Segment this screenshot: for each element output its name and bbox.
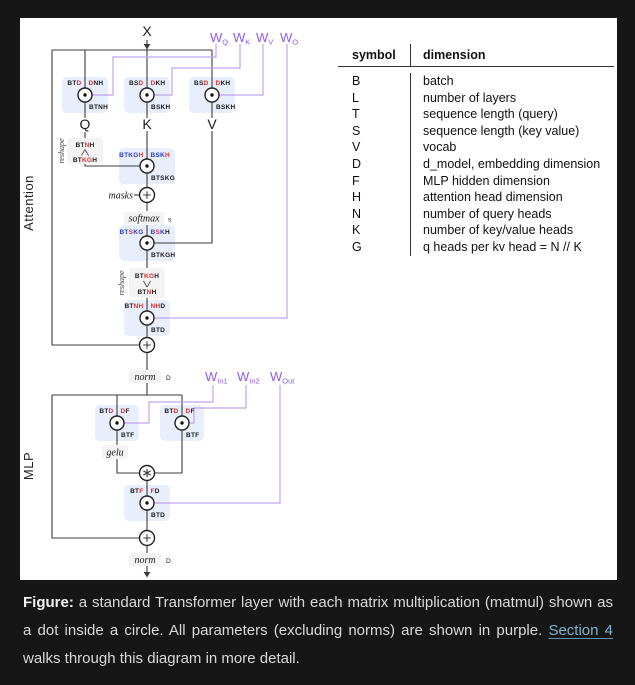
attention-weight-labels xyxy=(210,30,298,47)
einsum-oproj-left: BTNH xyxy=(124,303,144,310)
k-label: K xyxy=(142,116,152,132)
wo-label: WO xyxy=(280,30,299,47)
table-header-dimension: dimension xyxy=(410,44,614,66)
table-row xyxy=(338,173,614,190)
dimension-cell: sequence length (key value) xyxy=(410,123,614,140)
q-label: Q xyxy=(79,116,91,132)
table-row xyxy=(338,139,614,156)
input-label: X xyxy=(142,23,152,39)
dimension-table xyxy=(338,44,614,256)
symbol-cell: D xyxy=(352,156,362,171)
table-header-symbol: symbol xyxy=(352,48,396,62)
gelu-label: gelu xyxy=(106,447,124,459)
einsum-vproj-left: BSD xyxy=(194,80,209,87)
norm2-label: norm xyxy=(134,555,156,566)
symbol-cell: H xyxy=(352,190,362,205)
einsum-qk-right: BSKH xyxy=(150,152,170,159)
output-flow-arrow xyxy=(144,572,151,578)
dimension-cell: number of query heads xyxy=(410,206,614,223)
dimension-table-rows xyxy=(338,73,614,256)
attn-residual-add-node xyxy=(140,338,155,353)
mlp-weight-labels xyxy=(205,369,295,386)
table-row xyxy=(338,206,614,223)
softmax-label: softmax xyxy=(128,213,160,225)
qk-matmul xyxy=(140,159,154,173)
norm1-dim-tag: D xyxy=(166,375,171,382)
win2-label: WIn2 xyxy=(237,369,260,386)
dimension-cell: MLP hidden dimension xyxy=(410,173,614,190)
attention-section-label: Attention xyxy=(21,175,36,231)
v-proj-matmul xyxy=(205,88,219,102)
wout-label: WOut xyxy=(270,369,295,386)
mlp-in2-matmul xyxy=(175,416,189,430)
einsum-mlpout-left: BTF xyxy=(130,488,144,495)
einsum-mlpin2-out: BTF xyxy=(186,432,200,439)
caption-text-after-link: walks through this diagram in more detail. xyxy=(23,650,300,667)
einsum-qproj-right: DNH xyxy=(88,80,104,87)
einsum-mlpin2-right: DF xyxy=(185,408,195,415)
caption-text-before-link: a standard Transformer layer with each matrix multiplication (matmul) shown as a dot inside a circle. All parameters (excluding norms) are shown in purple. xyxy=(23,594,613,639)
figure-caption xyxy=(23,589,613,673)
einsum-oproj-right: NHD xyxy=(150,303,166,310)
einsum-mlpin1-left: BTD xyxy=(99,408,114,415)
wq-label: WQ xyxy=(210,30,229,47)
einsum-mlpout-out: BTD xyxy=(151,512,166,519)
table-row xyxy=(338,222,614,239)
norm2-dim-tag: D xyxy=(166,558,171,565)
v-label: V xyxy=(207,116,217,132)
dimension-cell: sequence length (query) xyxy=(410,106,614,123)
symbol-cell: N xyxy=(352,206,362,221)
table-row xyxy=(338,123,614,140)
einsum-labels xyxy=(67,80,235,519)
dimension-cell: attention head dimension xyxy=(410,189,614,206)
mlp-out-matmul xyxy=(140,496,154,510)
einsum-mlpout-right: FD xyxy=(150,488,160,495)
dimension-cell: number of key/value heads xyxy=(410,222,614,239)
table-header-row xyxy=(338,44,614,67)
einsum-mlpin1-right: DF xyxy=(120,408,130,415)
reshape1-label: reshape xyxy=(57,138,66,164)
einsum-av-right: BSKH xyxy=(150,229,170,236)
transformer-diagram xyxy=(20,18,320,580)
einsum-qk-left: BTKGH xyxy=(119,152,144,159)
symbol-cell: G xyxy=(352,239,362,254)
table-row xyxy=(338,239,614,256)
symbol-cell: T xyxy=(352,107,360,122)
einsum-kproj-right: DKH xyxy=(150,80,166,87)
reshape2-label: reshape xyxy=(117,270,126,296)
einsum-reshape1-top: BTNH xyxy=(75,142,95,149)
table-row xyxy=(338,90,614,107)
symbol-cell: S xyxy=(352,123,361,138)
masks-label: masks xyxy=(108,190,133,202)
einsum-qk-out: BTSKG xyxy=(151,175,175,182)
caption-figure-label: Figure: xyxy=(23,594,74,611)
einsum-kproj-left: BSD xyxy=(129,80,144,87)
norm1-label: norm xyxy=(134,372,156,383)
einsum-qproj-left: BTD xyxy=(67,80,82,87)
mask-add-node xyxy=(140,188,155,203)
einsum-vproj-right: DKH xyxy=(215,80,231,87)
table-row xyxy=(338,73,614,90)
einsum-reshape1-bottom: BTKGH xyxy=(72,157,98,164)
mlp-multiply-node xyxy=(140,466,155,481)
einsum-mlpin2-left: BTD xyxy=(164,408,179,415)
einsum-kproj-out: BSKH xyxy=(151,104,171,111)
dimension-cell: number of layers xyxy=(410,90,614,107)
symbol-cell: F xyxy=(352,173,360,188)
einsum-oproj-out: BTD xyxy=(151,327,166,334)
dimension-cell: q heads per kv head = N // K xyxy=(410,239,614,256)
mlp-in1-matmul xyxy=(110,416,124,430)
symbol-cell: L xyxy=(352,90,359,105)
einsum-qproj-out: BTNH xyxy=(89,104,109,111)
wv-label: WV xyxy=(256,30,274,47)
dimension-cell: vocab xyxy=(410,139,614,156)
einsum-av-left: BTSKG xyxy=(119,229,144,236)
out-proj-matmul xyxy=(140,311,154,325)
einsum-mlpin1-out: BTF xyxy=(121,432,135,439)
figure-panel xyxy=(20,18,617,580)
table-row xyxy=(338,189,614,206)
q-proj-matmul xyxy=(78,88,92,102)
einsum-vproj-out: BSKH xyxy=(216,104,236,111)
einsum-reshape2-bottom: BTNH xyxy=(137,289,157,296)
softmax-dim-tag: s xyxy=(168,216,172,224)
dimension-cell: d_model, embedding dimension xyxy=(410,156,614,173)
symbol-cell: B xyxy=(352,74,361,88)
mlp-section-label: MLP xyxy=(21,451,36,481)
wk-label: WK xyxy=(233,30,251,47)
attn-v-matmul xyxy=(140,236,154,250)
section-4-link[interactable]: Section 4 xyxy=(548,622,613,639)
table-row xyxy=(338,106,614,123)
table-row xyxy=(338,156,614,173)
input-flow-arrow xyxy=(144,44,151,50)
win1-label: WIn1 xyxy=(205,369,228,386)
symbol-cell: V xyxy=(352,140,361,155)
k-proj-matmul xyxy=(140,88,154,102)
mlp-residual-add-node xyxy=(140,531,155,546)
symbol-cell: K xyxy=(352,223,361,238)
einsum-reshape2-top: BTKGH xyxy=(134,273,160,280)
dimension-cell: batch xyxy=(410,73,614,90)
einsum-av-out: BTKGH xyxy=(151,252,176,259)
